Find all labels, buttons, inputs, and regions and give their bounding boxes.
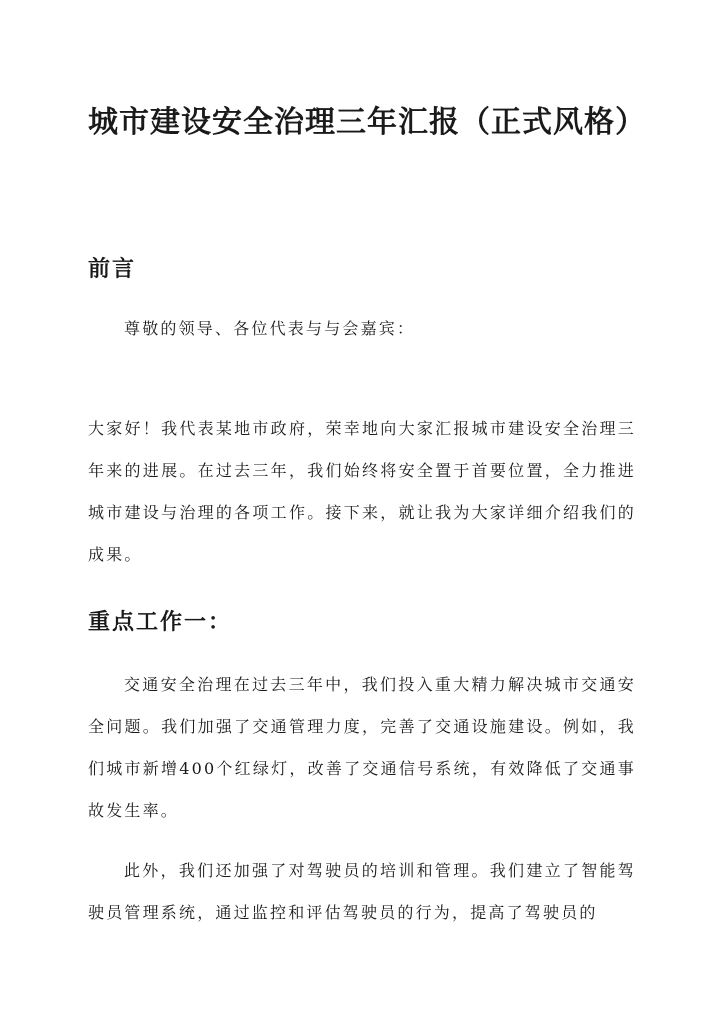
driver-training-paragraph: 此外，我们还加强了对驾驶员的培训和管理。我们建立了智能驾驶员管理系统，通过监控和评估驾驶员的行为，提高了驾驶员的 bbox=[88, 861, 636, 922]
traffic-safety-paragraph: 交通安全治理在过去三年中，我们投入重大精力解决城市交通安全问题。我们加强了交通管理力度，完善了交通设施建设。例如，我们城市新增400个红绿灯，改善了交通信号系统，有效降低了交通事故发生率。 bbox=[88, 675, 636, 820]
greeting-paragraph: 尊敬的领导、各位代表与与会嘉宾： bbox=[124, 319, 416, 338]
document-title: 城市建设安全治理三年汇报（正式风格） bbox=[88, 105, 646, 140]
section-heading-key-work-one: 重点工作一： bbox=[88, 609, 233, 635]
opening-paragraph: 大家好！我代表某地市政府，荣幸地向大家汇报城市建设安全治理三年来的进展。在过去三年，我们始终将安全置于首要位置，全力推进城市建设与治理的各项工作。接下来，就让我为大家详细介绍我们的成果。 bbox=[88, 419, 636, 564]
section-heading-preface: 前言 bbox=[88, 256, 137, 282]
